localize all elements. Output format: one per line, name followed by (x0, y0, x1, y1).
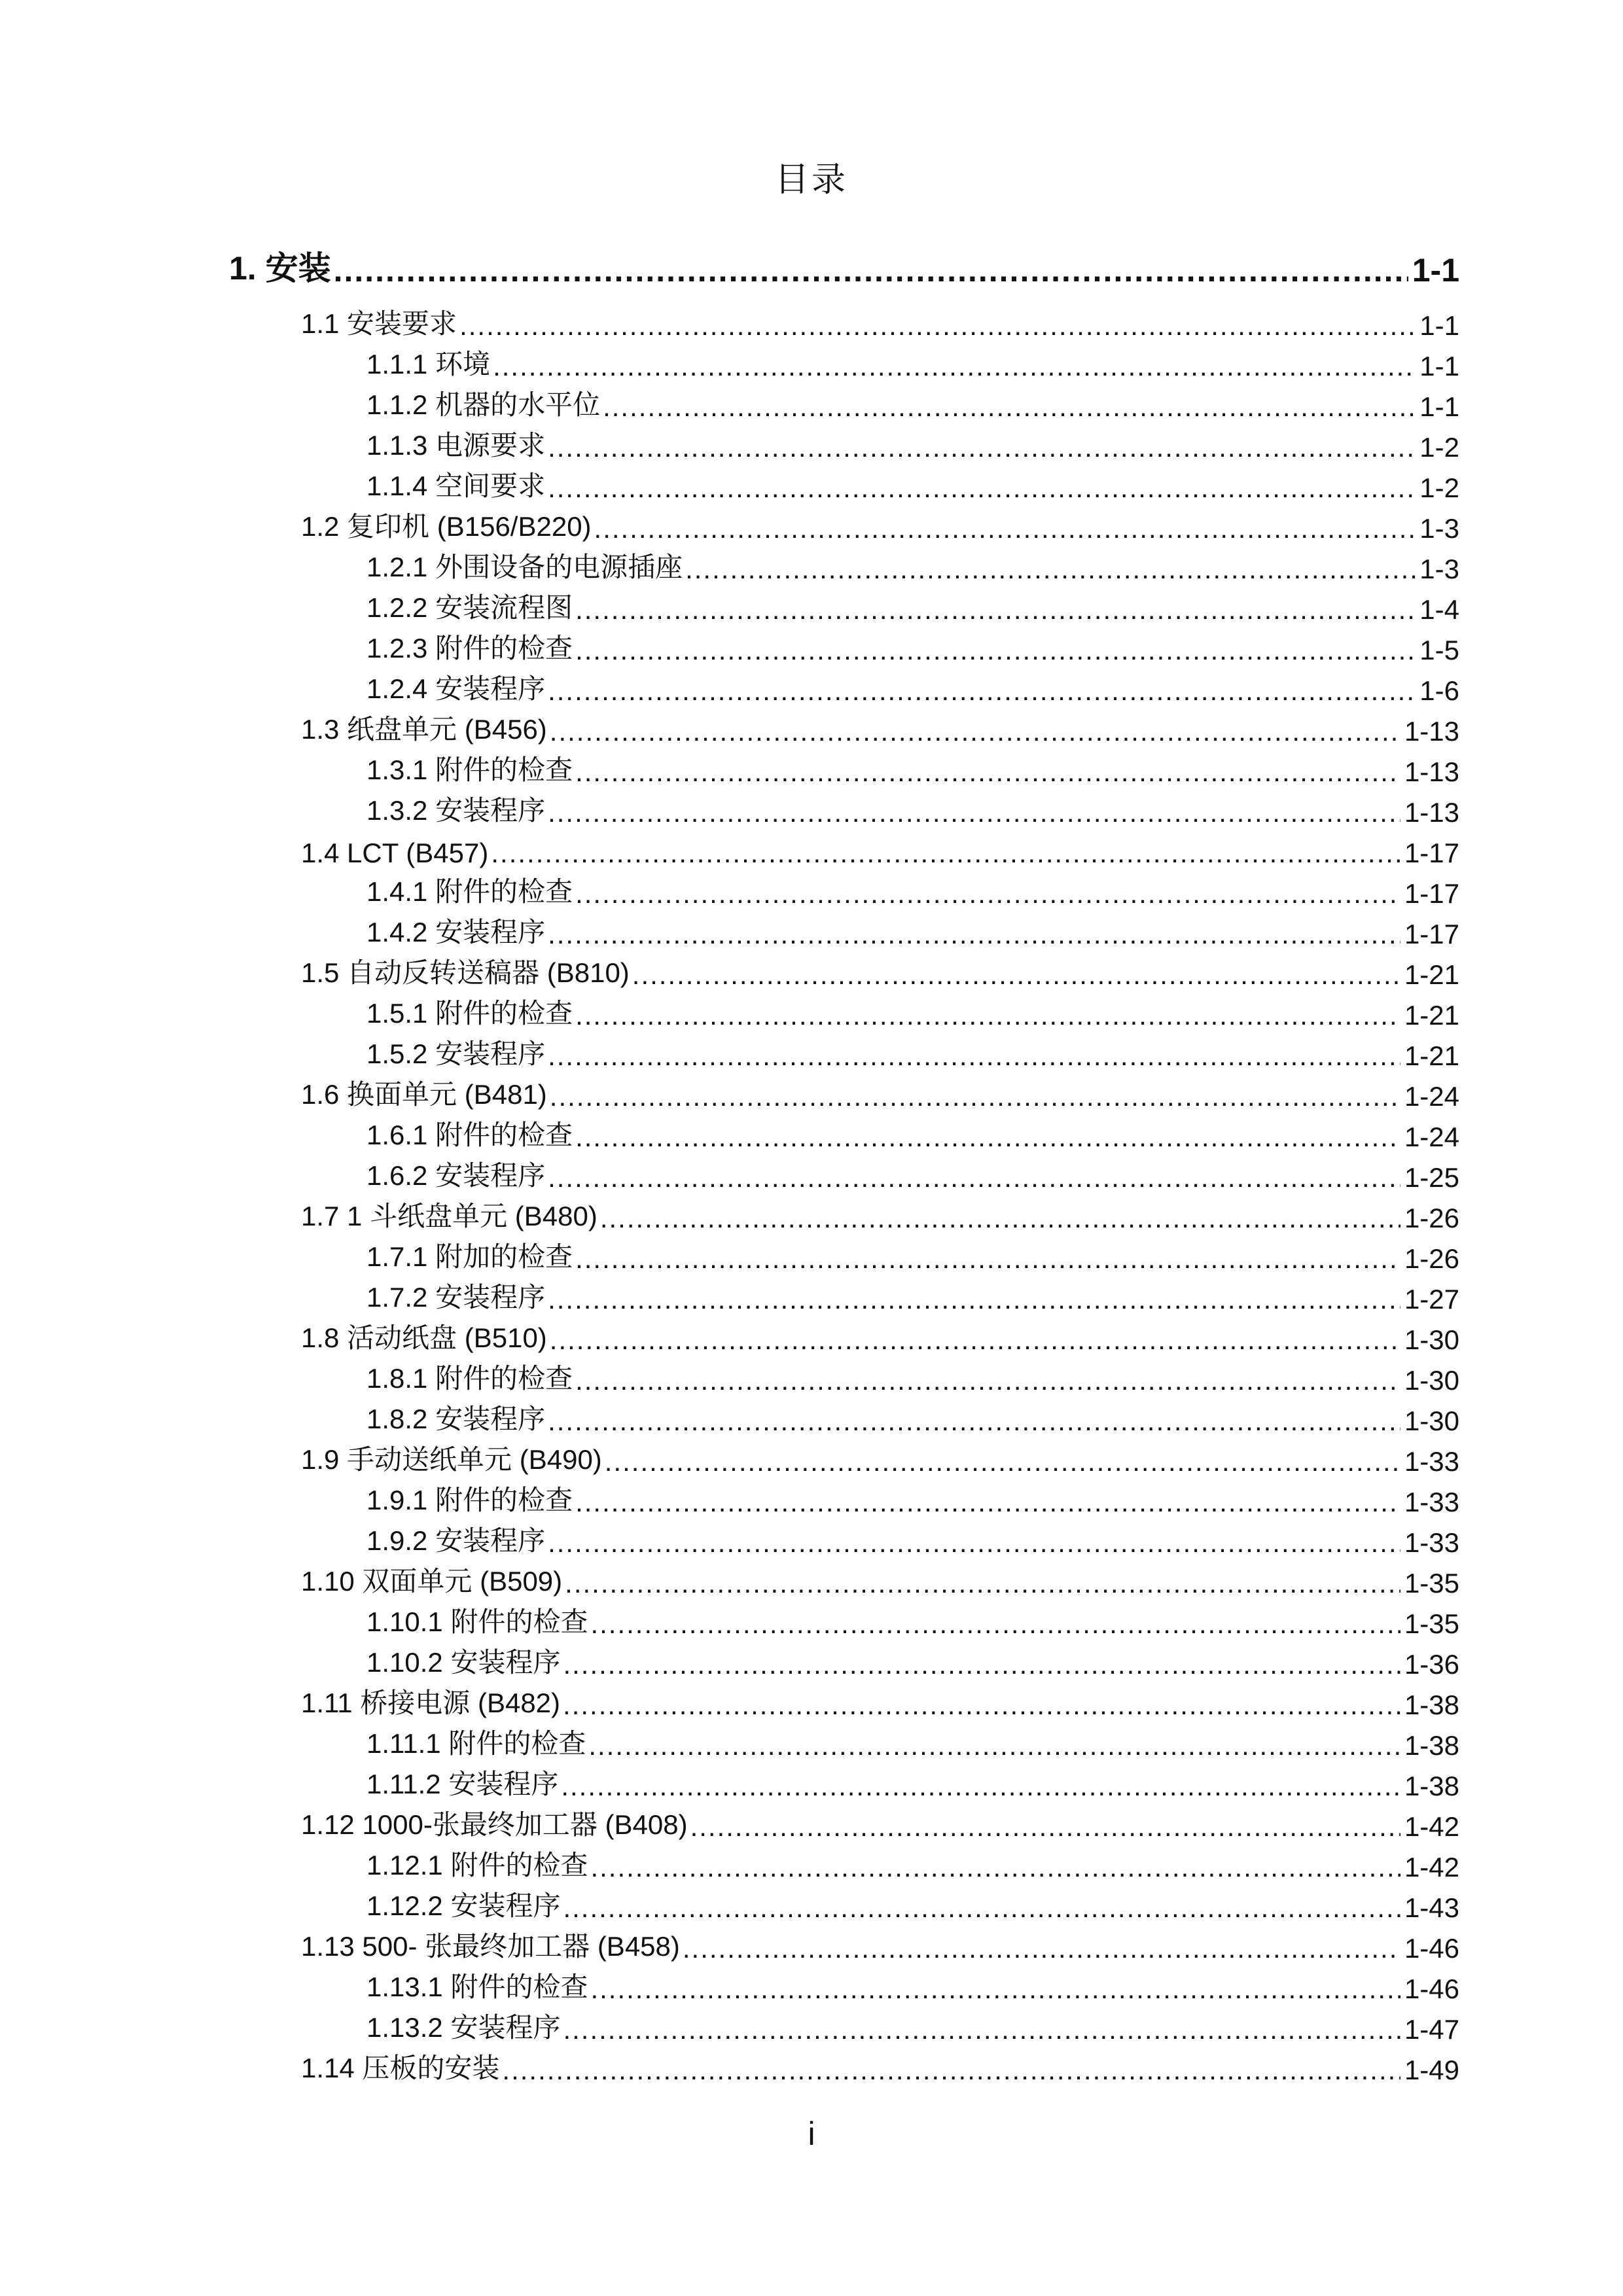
toc-entry-page: 1-26 (1404, 1203, 1459, 1233)
toc-entry[interactable] (301, 950, 1459, 991)
dot-leader (575, 878, 1400, 910)
dot-leader (590, 1608, 1400, 1640)
dot-leader (565, 1568, 1400, 1599)
page-number: i (808, 2115, 815, 2152)
dot-leader (550, 1081, 1400, 1112)
toc-entry[interactable] (366, 463, 1459, 504)
toc-entry-label: 1.9 手动送纸单元 (B490) (301, 1438, 605, 1477)
dot-leader (575, 1243, 1400, 1275)
toc-entry-label: 1.6 换面单元 (B481) (301, 1073, 550, 1112)
dot-leader (594, 513, 1416, 544)
toc-entry-page: 1-26 (1404, 1243, 1459, 1274)
dot-leader (575, 756, 1400, 788)
toc-entry-label: 1.4 LCT (B457) (301, 838, 491, 869)
toc-entry[interactable] (366, 1964, 1459, 2005)
toc-entry-label: 1.3.2 安装程序 (366, 789, 548, 828)
dot-leader (588, 1730, 1400, 1761)
toc-entry-label: 1.1.2 机器的水平位 (366, 383, 603, 423)
toc-entry-label: 1.4.1 附件的检查 (366, 870, 575, 910)
toc-entry-page: 1-4 (1419, 594, 1459, 625)
toc-entry[interactable] (301, 1559, 1459, 1599)
toc-entry[interactable] (366, 1477, 1459, 1518)
toc-entry[interactable] (366, 585, 1459, 626)
dot-leader (683, 1933, 1400, 1964)
toc-entry-page: 1-38 (1404, 1689, 1459, 1720)
toc-entry[interactable] (366, 869, 1459, 910)
dot-leader (563, 1689, 1400, 1721)
toc-entry-label: 1.7.1 附加的检查 (366, 1235, 575, 1275)
toc-entry-label: 1.13 500- 张最终加工器 (B458) (301, 1925, 683, 1964)
dot-leader (632, 959, 1400, 991)
toc-entry-label: 1.11.1 附件的检查 (366, 1722, 588, 1761)
toc-entry-label: 1.11 桥接电源 (B482) (301, 1682, 563, 1721)
dot-leader (575, 1365, 1400, 1396)
toc-entry-label: 1.9.2 安装程序 (366, 1519, 548, 1559)
toc-entry-page: 1-25 (1404, 1162, 1459, 1193)
dot-leader (563, 2014, 1400, 2045)
toc-entry[interactable] (301, 1437, 1459, 1477)
toc-entry-page: 1-47 (1404, 2014, 1459, 2045)
toc-entry-page: 1-33 (1404, 1446, 1459, 1477)
toc-entry-page: 1-36 (1404, 1649, 1459, 1680)
toc-entry-label: 1. 安装 (229, 242, 334, 289)
toc-entry-page: 1-17 (1404, 838, 1459, 868)
toc-entry-page: 1-3 (1419, 554, 1459, 584)
dot-leader (548, 797, 1400, 828)
dot-leader (334, 251, 1408, 289)
toc-entry-label: 1.1.1 环境 (366, 343, 493, 382)
toc-entry[interactable] (366, 382, 1459, 423)
dot-leader (561, 1771, 1400, 1802)
dot-leader (590, 1973, 1400, 2005)
dot-leader (548, 1162, 1400, 1193)
toc-entry[interactable] (366, 423, 1459, 463)
toc-entry-page: 1-33 (1404, 1527, 1459, 1558)
page-title: 目录 (774, 160, 848, 200)
dot-leader (563, 1649, 1400, 1680)
toc-entry[interactable] (366, 747, 1459, 788)
toc-entry-page: 1-35 (1404, 1568, 1459, 1598)
toc-entry[interactable] (366, 1356, 1459, 1396)
toc-entry-label: 1.10.1 附件的检查 (366, 1600, 590, 1640)
toc-entry[interactable] (366, 1153, 1459, 1193)
dot-leader (550, 716, 1400, 747)
toc-entry-page: 1-13 (1404, 716, 1459, 747)
dot-leader (548, 1284, 1400, 1315)
toc-entry-page: 1-30 (1404, 1405, 1459, 1436)
dot-leader (548, 472, 1416, 504)
toc-entry[interactable] (366, 1761, 1459, 1802)
toc-entry-page: 1-3 (1419, 513, 1459, 544)
dot-leader (575, 1487, 1400, 1518)
toc-entry[interactable] (366, 1234, 1459, 1275)
toc-entry[interactable] (366, 1599, 1459, 1640)
toc-entry-page: 1-30 (1404, 1324, 1459, 1355)
toc-entry[interactable] (366, 2005, 1459, 2045)
toc-entry-page: 1-30 (1404, 1365, 1459, 1396)
toc-entry-label: 1.2 复印机 (B156/B220) (301, 505, 594, 544)
toc-entry-label: 1.5 自动反转送稿器 (B810) (301, 951, 632, 991)
toc-entry[interactable] (366, 1640, 1459, 1680)
dot-leader (548, 1527, 1400, 1559)
toc-entry-page: 1-21 (1404, 1040, 1459, 1071)
toc-entry[interactable] (366, 1843, 1459, 1883)
toc-entry-label: 1.11.2 安装程序 (366, 1763, 561, 1802)
dot-leader (575, 1122, 1400, 1153)
toc-entry-page: 1-21 (1404, 1000, 1459, 1031)
toc-entry-label: 1.2.3 附件的检查 (366, 627, 575, 666)
toc-entry[interactable] (366, 910, 1459, 950)
toc-entry-label: 1.3.1 附件的检查 (366, 749, 575, 788)
toc-entry-page: 1-1 (1412, 252, 1459, 289)
toc-entry-page: 1-33 (1404, 1487, 1459, 1517)
toc-entry-page: 1-17 (1404, 878, 1459, 909)
toc-entry-page: 1-21 (1404, 959, 1459, 990)
toc-entry-label: 1.6.1 附件的检查 (366, 1114, 575, 1153)
toc-entry-page: 1-38 (1404, 1771, 1459, 1801)
toc-entry-label: 1.8.1 附件的检查 (366, 1357, 575, 1396)
dot-leader (548, 1405, 1400, 1437)
toc-entry[interactable] (301, 301, 1459, 342)
dot-leader (550, 1324, 1400, 1356)
toc-entry-page: 1-13 (1404, 756, 1459, 787)
dot-leader (502, 2055, 1400, 2086)
toc-entry[interactable] (366, 666, 1459, 707)
dot-leader (548, 1040, 1400, 1072)
toc-entry-label: 1.2.1 外围设备的电源插座 (366, 546, 685, 585)
toc-entry[interactable] (301, 1802, 1459, 1843)
toc-entry[interactable] (301, 707, 1459, 747)
dot-leader (563, 1892, 1400, 1924)
dot-leader (575, 635, 1416, 666)
toc-entry[interactable] (366, 1518, 1459, 1559)
toc-entry-label: 1.14 压板的安装 (301, 2047, 502, 2086)
dot-leader (603, 391, 1416, 423)
toc-entry[interactable] (366, 1275, 1459, 1315)
toc-entry-page: 1-1 (1419, 391, 1459, 422)
toc-entry[interactable] (301, 828, 1459, 869)
toc-entry[interactable] (366, 1721, 1459, 1761)
toc-entry[interactable] (366, 1112, 1459, 1153)
toc-entry-label: 1.5.1 附件的检查 (366, 992, 575, 1031)
toc-entry-label: 1.10.2 安装程序 (366, 1641, 563, 1680)
toc-entry[interactable] (301, 1072, 1459, 1112)
dot-leader (590, 1852, 1400, 1883)
toc-entry-label: 1.5.2 安装程序 (366, 1033, 548, 1072)
toc-entry-label: 1.10 双面单元 (B509) (301, 1560, 565, 1599)
toc-entry-label: 1.9.1 附件的检查 (366, 1479, 575, 1518)
toc-entry-page: 1-38 (1404, 1730, 1459, 1761)
toc-entry-page: 1-2 (1419, 432, 1459, 463)
dot-leader (605, 1446, 1400, 1477)
dot-leader (575, 1000, 1400, 1031)
toc-entry-page: 1-42 (1404, 1811, 1459, 1842)
toc-entry[interactable] (366, 544, 1459, 585)
toc-entry-label: 1.2.4 安装程序 (366, 667, 548, 707)
toc-entry[interactable] (366, 991, 1459, 1031)
toc-entry-label: 1.12.1 附件的检查 (366, 1844, 590, 1883)
toc-entry-page: 1-27 (1404, 1284, 1459, 1315)
toc-entry-label: 1.12.2 安装程序 (366, 1884, 563, 1924)
toc-entry-page: 1-1 (1419, 310, 1459, 341)
toc-entry-label: 1.13.2 安装程序 (366, 2006, 563, 2045)
toc-entry-page: 1-1 (1419, 351, 1459, 381)
dot-leader (600, 1203, 1400, 1234)
toc-entry-label: 1.1 安装要求 (301, 302, 459, 342)
toc-entry[interactable] (366, 1883, 1459, 1924)
dot-leader (690, 1811, 1400, 1843)
toc-entry-label: 1.8.2 安装程序 (366, 1398, 548, 1437)
dot-leader (548, 675, 1416, 707)
toc-entry-page: 1-5 (1419, 635, 1459, 665)
toc-entry[interactable] (301, 1193, 1459, 1234)
toc-entry-label: 1.8 活动纸盘 (B510) (301, 1316, 550, 1356)
toc-entry-label: 1.1.4 空间要求 (366, 465, 548, 504)
toc-entry-page: 1-24 (1404, 1122, 1459, 1152)
toc-entry-label: 1.13.1 附件的检查 (366, 1966, 590, 2005)
dot-leader (548, 919, 1400, 950)
toc-entry[interactable] (301, 1315, 1459, 1356)
toc-entry-page: 1-13 (1404, 797, 1459, 828)
toc-entry-label: 1.7 1 斗纸盘单元 (B480) (301, 1195, 600, 1234)
toc-entry-page: 1-2 (1419, 472, 1459, 503)
toc-entry[interactable] (366, 1396, 1459, 1437)
toc-entry-page: 1-46 (1404, 1933, 1459, 1964)
toc-entry-label: 1.4.2 安装程序 (366, 911, 548, 950)
toc-entry[interactable] (366, 626, 1459, 666)
toc-entry[interactable] (366, 788, 1459, 828)
toc-entry[interactable] (366, 342, 1459, 382)
toc-entry-label: 1.2.2 安装流程图 (366, 586, 575, 626)
toc-entry-label: 1.7.2 安装程序 (366, 1276, 548, 1315)
toc-entry-label: 1.3 纸盘单元 (B456) (301, 708, 550, 747)
dot-leader (685, 554, 1416, 585)
dot-leader (459, 310, 1416, 342)
dot-leader (548, 432, 1416, 463)
toc-entry-page: 1-43 (1404, 1892, 1459, 1923)
toc-entry-page: 1-46 (1404, 1973, 1459, 2004)
toc-entry-page: 1-24 (1404, 1081, 1459, 1112)
toc-entry-label: 1.12 1000-张最终加工器 (B408) (301, 1803, 690, 1843)
toc-entry-page: 1-17 (1404, 919, 1459, 949)
toc-entry[interactable] (301, 1680, 1459, 1721)
toc-entry-label: 1.1.3 电源要求 (366, 424, 548, 463)
toc-entry-label: 1.6.2 安装程序 (366, 1154, 548, 1193)
toc-entry-page: 1-42 (1404, 1852, 1459, 1882)
dot-leader (491, 838, 1400, 869)
toc-entry[interactable] (229, 243, 1459, 289)
toc-entry[interactable] (301, 1924, 1459, 1964)
dot-leader (575, 594, 1416, 626)
toc-entry[interactable] (301, 504, 1459, 544)
toc-entry-page: 1-35 (1404, 1608, 1459, 1639)
toc-entry[interactable] (301, 2045, 1459, 2086)
toc-entry-page: 1-49 (1404, 2055, 1459, 2085)
toc-entry-page: 1-6 (1419, 675, 1459, 706)
dot-leader (493, 351, 1416, 382)
toc-entry[interactable] (366, 1031, 1459, 1072)
